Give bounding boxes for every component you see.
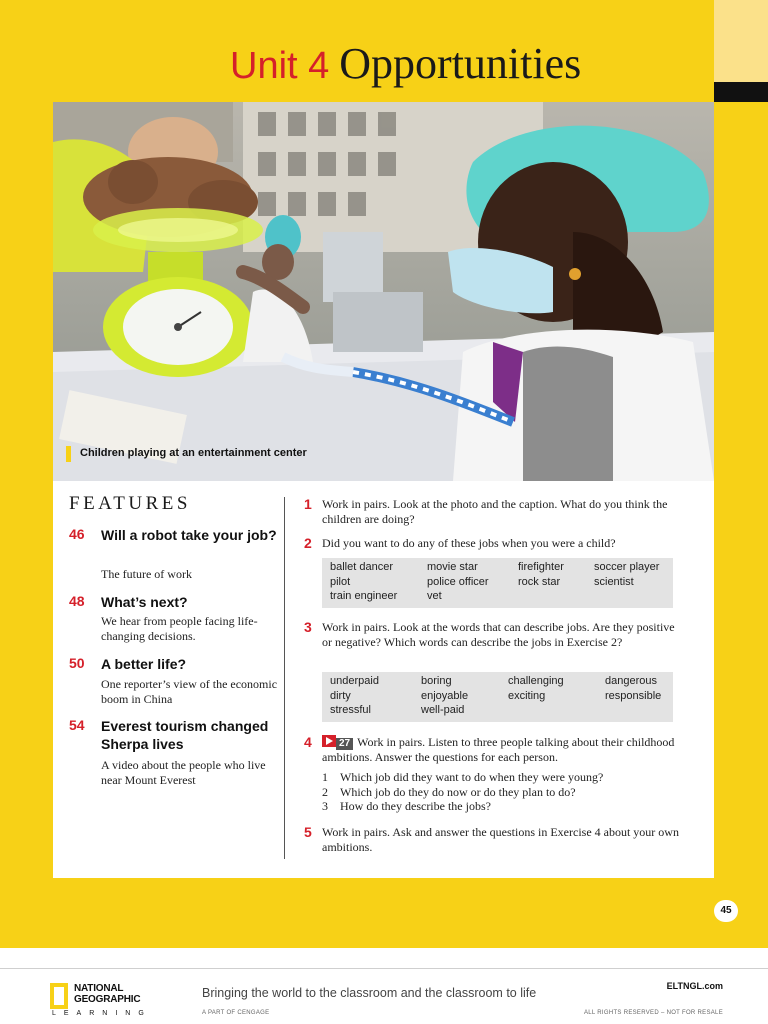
question-number: 2: [322, 785, 328, 799]
question-text: Which job do they do now or do they plan to do?: [340, 785, 576, 799]
exercise-number: 5: [304, 824, 312, 840]
exercise-number: 1: [304, 496, 312, 512]
footer-rights: ALL RIGHTS RESERVED – NOT FOR RESALE: [583, 1010, 723, 1016]
exercise-4-text: Work in pairs. Listen to three people talking about their childhood ambitions. Answer the questions for each person.: [322, 735, 675, 764]
feature-page-number: 50: [69, 655, 85, 671]
footer-divider: [0, 968, 768, 969]
unit-photo: [53, 102, 714, 481]
brand-name: [74, 983, 140, 1005]
unit-label: Unit 4: [230, 45, 330, 87]
exercise-instruction: [322, 735, 684, 765]
national-geographic-logo-icon: [50, 983, 68, 1009]
question-number: 1: [322, 770, 328, 784]
side-tab-light: [714, 0, 768, 82]
jobs-word-box: [322, 558, 673, 608]
page-number: 45: [714, 900, 738, 922]
features-heading: FEATURES: [69, 493, 191, 514]
footer-website-link[interactable]: ELTNGL.com: [666, 981, 723, 991]
adjective-word: challenging: [508, 675, 564, 687]
job-word: soccer player: [594, 561, 660, 573]
unit-name: Opportunities: [339, 39, 582, 88]
job-word: movie star: [427, 561, 478, 573]
exercise-instruction: Did you want to do any of these jobs when you were a child?: [322, 536, 616, 550]
photo-caption: Children playing at an entertainment center: [80, 447, 307, 459]
job-word: train engineer: [330, 590, 398, 602]
adjective-word: exciting: [508, 690, 546, 702]
column-divider: [284, 497, 285, 859]
question-text: Which job did they want to do when they were young?: [340, 770, 604, 784]
question-item: [322, 770, 603, 785]
brand-line-2: GEOGRAPHIC: [74, 994, 141, 1005]
brand-line-1: NATIONAL: [74, 983, 124, 994]
exercise-instruction: Work in pairs. Look at the words that can describe jobs. Are they positive or negative? Which words can describe the jobs in Exercise 2?: [322, 620, 675, 649]
exercise-instruction: Work in pairs. Look at the photo and the caption. What do you think the children are doing?: [322, 497, 668, 526]
job-word: firefighter: [518, 561, 564, 573]
adjectives-word-box: [322, 672, 673, 722]
audio-track-number[interactable]: 27: [336, 738, 353, 750]
job-word: scientist: [594, 576, 634, 588]
audio-play-icon[interactable]: [322, 735, 336, 747]
side-tab-dark: [714, 82, 768, 102]
footer-cengage: A PART OF CENGAGE: [202, 1010, 270, 1016]
photo-illustration: [53, 102, 714, 481]
feature-title: Everest tourism changed Sherpa lives: [101, 718, 269, 752]
exercise-number: 3: [304, 619, 312, 635]
adjective-word: stressful: [330, 704, 371, 716]
job-word: police officer: [427, 576, 489, 588]
feature-description: We hear from people facing life-changing decisions.: [101, 614, 258, 643]
brand-learning: LEARNING: [52, 1010, 152, 1017]
adjective-word: enjoyable: [421, 690, 469, 702]
job-word: pilot: [330, 576, 351, 588]
feature-page-number: 46: [69, 526, 85, 542]
exercise-number: 4: [304, 734, 312, 750]
adjective-word: dangerous: [605, 675, 657, 687]
question-number: 3: [322, 799, 328, 813]
adjective-word: dirty: [330, 690, 351, 702]
job-word: ballet dancer: [330, 561, 393, 573]
feature-page-number: 48: [69, 593, 85, 609]
job-word: vet: [427, 590, 442, 602]
exercise-number: 2: [304, 535, 312, 551]
adjective-word: responsible: [605, 690, 662, 702]
adjective-word: boring: [421, 675, 452, 687]
unit-title: [230, 38, 581, 94]
caption-marker: [66, 446, 71, 462]
adjective-word: well-paid: [421, 704, 465, 716]
question-item: [322, 799, 491, 814]
job-word: rock star: [518, 576, 561, 588]
feature-description: A video about the people who live near Mount Everest: [101, 758, 266, 787]
feature-title: Will a robot take your job?: [101, 527, 277, 543]
feature-title: What’s next?: [101, 594, 188, 610]
feature-title: A better life?: [101, 656, 187, 672]
adjective-word: underpaid: [330, 675, 379, 687]
feature-page-number: 54: [69, 717, 85, 733]
question-text: How do they describe the jobs?: [340, 799, 491, 813]
feature-description: The future of work: [101, 567, 192, 581]
feature-description: One reporter’s view of the economic boom in China: [101, 677, 278, 706]
question-item: [322, 785, 576, 800]
exercise-instruction: Work in pairs. Ask and answer the questions in Exercise 4 about your own ambitions.: [322, 825, 679, 854]
footer-tagline: Bringing the world to the classroom and the classroom to life: [202, 986, 537, 1000]
